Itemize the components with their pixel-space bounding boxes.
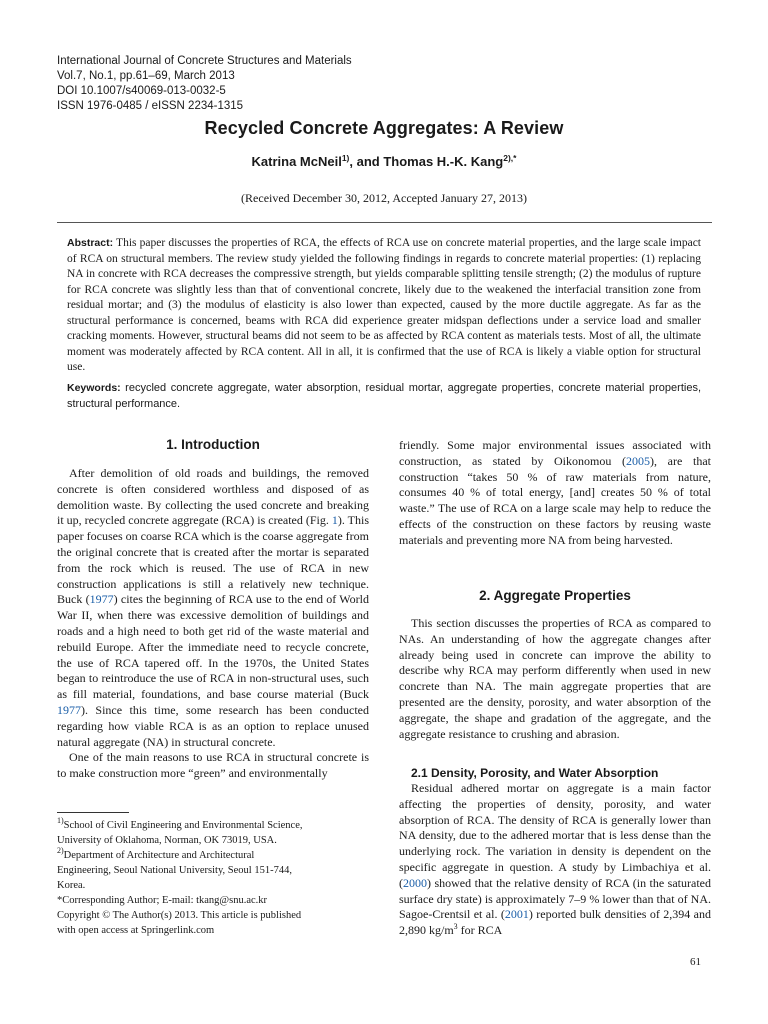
footnote-line: University of Oklahoma, Norman, OK 73019, USA. bbox=[57, 835, 277, 846]
journal-volume: Vol.7, No.1, pp.61–69, March 2013 bbox=[57, 70, 235, 82]
footnote-text: School of Civil Engineering and Environmental Science, bbox=[63, 820, 303, 831]
page-number: 61 bbox=[690, 956, 701, 968]
right-column-aggregate bbox=[399, 616, 711, 742]
left-column bbox=[57, 466, 369, 782]
footnote-divider bbox=[57, 812, 129, 813]
citation-link[interactable]: 2005 bbox=[626, 453, 651, 468]
footnote-text: Department of Architecture and Architectural bbox=[63, 850, 255, 861]
subsection-heading-density: 2.1 Density, Porosity, and Water Absorption bbox=[411, 766, 659, 780]
abstract-label: Abstract: bbox=[67, 237, 114, 249]
text-run: ) reported bulk densities of 2,394 and 2,890 kg/m bbox=[399, 907, 712, 938]
author-separator: , and bbox=[349, 154, 384, 169]
footnote-line: Engineering, Seoul National University, Seoul 151-744, bbox=[57, 865, 292, 876]
header-divider bbox=[57, 222, 712, 223]
paper-title: Recycled Concrete Aggregates: A Review bbox=[204, 118, 564, 138]
right-column-top bbox=[399, 438, 711, 549]
footnote-line: *Corresponding Author; E-mail: tkang@snu.ac.kr bbox=[57, 895, 268, 906]
paragraph: One of the main reasons to use RCA in structural concrete is to make construction more “green” and environmentally bbox=[57, 750, 369, 781]
author-name: Thomas H.-K. Kang bbox=[383, 154, 504, 169]
footnote-mark: 1) bbox=[57, 816, 64, 825]
citation-link[interactable]: 1977 bbox=[89, 592, 114, 607]
text-run: ). This paper focuses on coarse RCA which is the coarse aggregate from the original concrete that is created after the mortar is separated from the rock which is reused. The use of RCA in new construction applications is still a relatively new technique. Buck ( bbox=[57, 513, 370, 607]
section-heading-aggregate-properties: 2. Aggregate Properties bbox=[479, 588, 631, 603]
superscript: 3 bbox=[453, 922, 458, 932]
abstract bbox=[67, 236, 701, 376]
text-run: After demolition of old roads and buildings, the removed concrete is often considered worthless and disposed of as demolition waste. By collecting the used concrete and breaking it up, recycled concrete aggregate (RCA) is created (Fig. bbox=[57, 466, 369, 528]
journal-issn: ISSN 1976-0485 / eISSN 2234-1315 bbox=[57, 100, 244, 112]
keywords-text: recycled concrete aggregate, water absorption, residual mortar, aggregate properties, concrete material properties, structural performance. bbox=[67, 382, 701, 410]
footnotes bbox=[57, 818, 369, 938]
right-column-density bbox=[399, 781, 711, 939]
author-affiliation-mark: 2),* bbox=[503, 153, 517, 163]
figure-link[interactable]: 1 bbox=[331, 513, 338, 528]
received-dates: (Received December 30, 2012, Accepted January 27, 2013) bbox=[241, 191, 527, 205]
text-run: ) showed that the relative density of RCA (in the saturated surface dry state) is approximately 7–9 % lower than that of NA. Sagoe-Crentsil et al. ( bbox=[399, 875, 711, 922]
text-run: friendly. Some major environmental issues associated with construction, as stated by Oikonomou ( bbox=[399, 438, 711, 468]
footnote-line bbox=[57, 848, 369, 863]
footnote-line: Korea. bbox=[57, 880, 86, 891]
text-run: ), are that construction “takes 50 % of raw materials from nature, consumes 40 % of total energy, [and] creates 50 % of total waste.” The use of RCA on a large scale may help to reduce the effects of the construction on these factors by reusing waste materials and preventing more NA from being harvested. bbox=[399, 453, 712, 547]
text-run: ). Since this time, some research has been conducted regarding how viable RCA is as an option to replace unused natural aggregate (NA) in structural concrete. bbox=[57, 702, 369, 749]
text-run: for RCA bbox=[457, 923, 503, 938]
footnote-line: with open access at Springerlink.com bbox=[57, 925, 215, 936]
footnote-line bbox=[57, 818, 369, 833]
author-affiliation-mark: 1) bbox=[341, 153, 350, 163]
section-heading-introduction: 1. Introduction bbox=[166, 437, 260, 452]
text-run: Residual adhered mortar on aggregate is a main factor affecting the properties of density, porosity, and water absorption of RCA. The density of RCA is generally lower than NA density, due to the adhered mortar that is less dense than the underlying rock. The variation in density is dependent on the specific aggregate in question. A study by Limbachiya et al. ( bbox=[399, 781, 711, 890]
paragraph bbox=[57, 466, 369, 750]
keywords-label: Keywords: bbox=[67, 382, 121, 394]
citation-link[interactable]: 2001 bbox=[504, 907, 529, 922]
journal-doi: DOI 10.1007/s40069-013-0032-5 bbox=[57, 85, 226, 97]
journal-name: International Journal of Concrete Structures and Materials bbox=[57, 55, 352, 67]
keywords bbox=[67, 381, 701, 412]
abstract-text: This paper discusses the properties of RCA, the effects of RCA use on concrete material properties, and the large scale impact of RCA on structural members. The review study yielded the following findings in regards to concrete material properties: (1) replacing NA in concrete with RCA decreases the compressive strength, but yields comparable splitting tensile strength; (2) the modulus of rupture for RCA concrete was slightly less than that of conventional concrete, likely due to the weakened the interfacial transition zone from residual mortar; and (3) the modulus of elasticity is also lower than expected, caused by the more ductile aggregate. As far as the structural performance is concerned, beams with RCA did experience greater midspan deflections under a service load and smaller cracking moments. However, structural beams did not seem to be as affected by RCA content as materials tests. Most of all, the ultimate moment was moderately affected by RCA content. All in all, it is confirmed that the use of RCA is likely a viable option for structural use. bbox=[67, 237, 701, 373]
author-name: Katrina McNeil bbox=[251, 154, 342, 169]
text-run: ) cites the beginning of RCA use to the end of World War II, when there was excessive demolition of buildings and roads and a high need to both get rid of the waste material and rebuild Europe. After the immediate need to recycle concrete, the use of RCA tapered off. In the 1970s, the United States began to reintroduce the use of RCA in non-structural uses, such as fill material, foundations, and base course material (Buck bbox=[57, 592, 369, 702]
footnote-mark: 2) bbox=[57, 846, 64, 855]
paragraph bbox=[399, 438, 711, 549]
citation-link[interactable]: 2000 bbox=[403, 875, 427, 890]
paragraph bbox=[399, 781, 711, 939]
citation-link[interactable]: 1977 bbox=[57, 702, 81, 717]
author-line bbox=[0, 154, 768, 169]
journal-info bbox=[57, 54, 352, 114]
footnote-line: Copyright © The Author(s) 2013. This article is published bbox=[57, 910, 302, 921]
paragraph: This section discusses the properties of RCA as compared to NAs. An understanding of how the aggregate changes after already being used in concrete can improve the ability to describe why RCA may perform differently when used in new concrete than NA. The main aggregate properties that are presented are the density, porosity, and water absorption of the aggregate, the shape and gradation of the aggregate, and the aggregate resistance to crushing and abrasion. bbox=[399, 616, 711, 741]
